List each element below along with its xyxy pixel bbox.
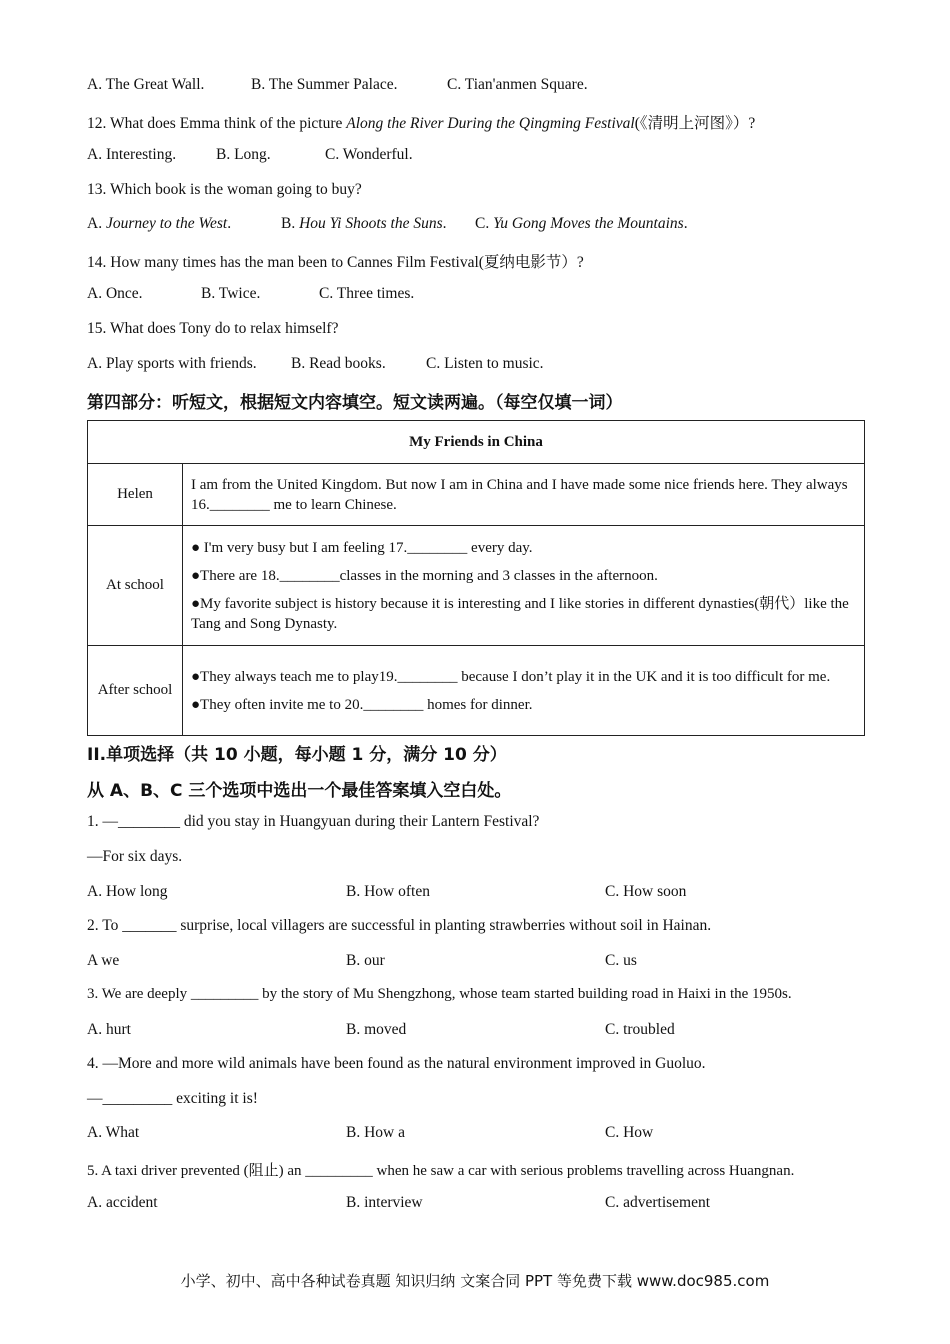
row-line: ●There are 18.________classes in the morning and 3 classes in the afternoon. — [191, 567, 658, 584]
mc-question-4-reply: —_________ exciting it is! — [87, 1090, 258, 1107]
row-line: I am from the United Kingdom. But now I am in China and I have made some nice friends here. They always 16.________ me to learn Chinese. — [191, 476, 848, 513]
row-line: ● I'm very busy but I am feeling 17.________ every day. — [191, 539, 533, 556]
row-line: ●They often invite me to 20.________ homes for dinner. — [191, 696, 533, 713]
mc-question-1: 1. —________ did you stay in Huangyuan during their Lantern Festival? — [87, 813, 540, 830]
friends-table — [87, 420, 865, 736]
mc2-option-c: C. us — [605, 952, 637, 969]
mc-question-1-reply: —For six days. — [87, 848, 183, 865]
q14-option-b: B. Twice. — [201, 285, 261, 302]
question-14: 14. How many times has the man been to Cannes Film Festival(夏纳电影节）? — [87, 254, 584, 271]
q12-suffix: (《清明上河图》）? — [634, 115, 756, 132]
mc3-option-b: B. moved — [346, 1021, 407, 1038]
row-content — [183, 646, 865, 736]
mc-question-3: 3. We are deeply _________ by the story of Mu Shengzhong, whose team started building road in Haixi in the 1950s. — [87, 986, 792, 1002]
mc-question-2: 2. To _______ surprise, local villagers are successful in planting strawberries without soil in Hainan. — [87, 917, 712, 934]
question-15: 15. What does Tony do to relax himself? — [87, 320, 339, 337]
q12-option-a: A. Interesting. — [87, 146, 177, 163]
mc3-option-a: A. hurt — [87, 1021, 131, 1038]
mc5-option-b: B. interview — [346, 1194, 423, 1211]
mc2-option-b: B. our — [346, 952, 385, 969]
q15-option-a: A. Play sports with friends. — [87, 355, 257, 372]
mc1-option-c: C. How soon — [605, 883, 687, 900]
q11-option-c: C. Tian'anmen Square. — [447, 76, 588, 93]
mc4-option-b: B. How a — [346, 1124, 405, 1141]
row-line: ●They always teach me to play19.________ because I don’t play it in the UK and it is too difficult for me. — [191, 668, 831, 685]
table-title-row — [88, 421, 865, 464]
q11-option-b: B. The Summer Palace. — [251, 76, 398, 93]
q14-option-c: C. Three times. — [319, 285, 415, 302]
question-12 — [87, 111, 755, 133]
q12-prefix: 12. What does Emma think of the picture — [87, 115, 347, 132]
q13-option-c: C. Yu Gong Moves the Mountains. — [475, 215, 688, 232]
part4-heading: 第四部分：听短文，根据短文内容填空。短文读两遍。（每空仅填一词） — [87, 393, 623, 413]
mc3-option-c: C. troubled — [605, 1021, 675, 1038]
mc5-option-a: A. accident — [87, 1194, 158, 1211]
page-footer: 小学、初中、高中各种试卷真题 知识归纳 文案合同 PPT 等免费下载 www.doc985.com — [180, 1272, 770, 1290]
mc4-option-c: C. How — [605, 1124, 654, 1141]
row-label: After school — [88, 646, 183, 736]
q12-option-b: B. Long. — [216, 146, 271, 163]
mc-question-5: 5. A taxi driver prevented (阻止) an _________ when he saw a car with serious problems travelling across Huangnan. — [87, 1163, 795, 1179]
mc1-option-a: A. How long — [87, 883, 168, 900]
mc2-option-a: A we — [87, 952, 120, 969]
row-content — [183, 464, 865, 526]
mc1-option-b: B. How often — [346, 883, 430, 900]
q15-option-b: B. Read books. — [291, 355, 386, 372]
row-label: Helen — [88, 464, 183, 526]
row-line: ●My favorite subject is history because it is interesting and I like stories in different dynasties(朝代）like the Tang and Song Dynasty. — [191, 595, 849, 632]
q13-option-b: B. Hou Yi Shoots the Suns. — [281, 215, 447, 232]
q12-title: Along the River During the Qingming Festival — [346, 115, 635, 132]
mc4-option-a: A. What — [87, 1124, 140, 1141]
table-row — [88, 464, 865, 526]
q11-option-a: A. The Great Wall. — [87, 76, 205, 93]
q15-option-c: C. Listen to music. — [426, 355, 544, 372]
q12-option-c: C. Wonderful. — [325, 146, 413, 163]
q13-option-a: A. Journey to the West. — [87, 215, 232, 232]
row-label: At school — [88, 526, 183, 646]
row-content — [183, 526, 865, 646]
section2-heading: II.单项选择（共 10 小题，每小题 1 分，满分 10 分） — [87, 745, 507, 765]
mc5-option-c: C. advertisement — [605, 1194, 711, 1211]
question-13: 13. Which book is the woman going to buy? — [87, 181, 362, 198]
mc-question-4: 4. —More and more wild animals have been found as the natural environment improved in Guoluo. — [87, 1055, 706, 1072]
q14-option-a: A. Once. — [87, 285, 143, 302]
table-row — [88, 526, 865, 646]
section2-subheading: 从 A、B、C 三个选项中选出一个最佳答案填入空白处。 — [87, 781, 512, 801]
table-title: My Friends in China — [88, 421, 865, 464]
table-row — [88, 646, 865, 736]
